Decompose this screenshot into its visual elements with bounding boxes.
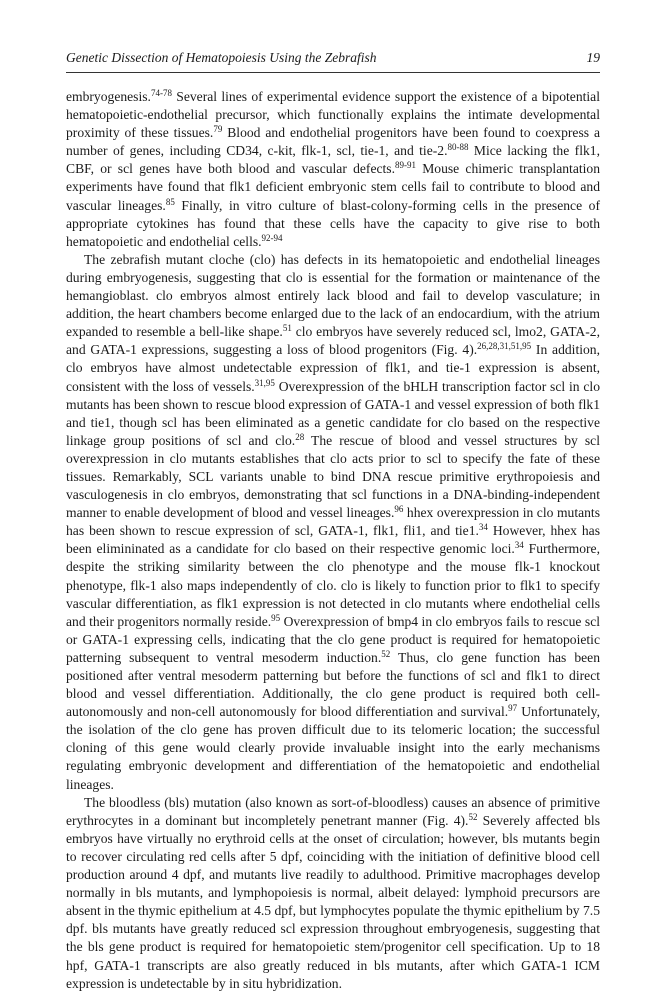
text-run: Several lines of experimental evidence support the existence of a bipotential hematopoietic-endothelial precursor, which functionally explains the intimate developmental proximity of these tissues. xyxy=(66,89,600,141)
text-run: The zebrafish mutant cloche (clo) has defects in its hematopoietic and endothelial lineages during embryogenesis, suggesting that clo is essential for the formation or maintenance of the hemangioblast. clo embryos almost entirely lack blood and fail to develop vasculature; in addition, the heart chambers become enlarged due to the lack of an endocardium, with the atrium expanded to resemble a bell-like shape. xyxy=(66,251,600,340)
citation-superscript: 79 xyxy=(213,124,223,135)
text-run: The rescue of blood and vessel structures by scl overexpression in clo mutants establishes that clo acts prior to scl to specify the fate of these tissues. Remarkably, SCL variants unable to bind DNA rescue primitive erythropoiesis and vasculogenesis in clo embryos, demonstrating that scl functions in a DNA-binding-independent manner to enable development of blood and vessel lineages. xyxy=(66,432,600,521)
citation-superscript: 34 xyxy=(514,540,524,551)
text-run: Finally, in vitro culture of blast-colony-forming cells in the presence of appropriate cytokines has found that these cells have the capacity to give rise to both hematopoietic and endothelial cells. xyxy=(66,197,600,249)
citation-superscript: 34 xyxy=(478,522,488,533)
citation-superscript: 96 xyxy=(394,504,404,515)
citation-superscript: 74-78 xyxy=(150,88,172,98)
citation-superscript: 97 xyxy=(508,703,518,714)
citation-superscript: 51 xyxy=(282,323,292,334)
citation-superscript: 26,28,31,51,95 xyxy=(477,341,532,352)
text-run: Blood and endothelial progenitors have been found to coexpress a number of genes, including CD34, c-kit, flk-1, scl, tie-1, and tie-2. xyxy=(66,125,600,159)
text-run: However, hhex has been elimininated as a candidate for clo based on their respective genomic loci. xyxy=(66,523,601,557)
citation-superscript: 52 xyxy=(468,811,478,822)
citation-superscript: 92-94 xyxy=(261,232,283,243)
running-head-title: Genetic Dissection of Hematopoiesis Using the Zebrafish xyxy=(66,50,377,65)
paragraph xyxy=(66,88,600,251)
text-run: embryogenesis. xyxy=(66,89,151,104)
citation-superscript: 52 xyxy=(381,648,391,659)
text-run: Overexpression of the bHLH transcription factor scl in clo mutants has been shown to rescue blood expression of GATA-1 and vessel expression of both flk1 and tie1, though scl has been eliminated as a genetic candidate for clo based on the respective linkage group positions of scl and clo. xyxy=(66,378,600,448)
page-number: 19 xyxy=(586,50,600,65)
citation-superscript: 28 xyxy=(295,431,305,442)
citation-superscript: 95 xyxy=(271,612,281,623)
body-text xyxy=(66,88,600,993)
text-run: Overexpression of bmp4 in clo embryos fails to rescue scl or GATA-1 expressing cells, indicating that the clo gene product is required for hematopoietic patterning subsequent to ventral mesoderm induction. xyxy=(66,613,601,665)
running-head xyxy=(66,50,600,73)
text-run: Thus, clo gene function has been positioned after ventral mesoderm patterning but before the functions of scl and flk1 to direct blood and vessel differentiation. Additionally, the clo gene product is required both cell-autonomously and non-cell autonomously for blood differentiation and survival. xyxy=(66,649,600,720)
paragraph xyxy=(66,251,600,794)
citation-superscript: 31,95 xyxy=(254,377,275,388)
text-run: Mouse chimeric transplantation experiments have found that flk1 deficient embryonic stem cells fail to contribute to blood and vascular lineages. xyxy=(66,161,600,213)
text-run: clo embryos have severely reduced scl, lmo2, GATA-2, and GATA-1 expressions, suggesting a loss of blood progenitors (Fig. 4). xyxy=(66,324,600,358)
citation-superscript: 85 xyxy=(165,196,175,207)
paragraph xyxy=(66,794,600,993)
text-run: In addition, clo embryos have almost undetectable expression of flk1, and tie-1 expression is absent, consistent with the loss of vessels. xyxy=(66,342,600,394)
text-run: The bloodless (bls) mutation (also known as sort-of-bloodless) causes an absence of primitive erythrocytes in a dominant but incompletely penetrant manner (Fig. 4). xyxy=(66,794,600,828)
text-run: Furthermore, despite the striking similarity between the clo phenotype and the mouse flk-1 knockout phenotype, flk-1 also maps independently of clo. clo is likely to function prior to flk1 to specify vascular differentiation, as flk1 expression is not detected in clo mutants where endothelial cells and their progenitors normally reside. xyxy=(66,541,600,629)
text-run: Unfortunately, the isolation of the clo gene has proven difficult due to its telomeric location; the successful cloning of this gene would clearly provide invaluable insight into the early mechanisms regulating embryonic development and differentiation of the hematopoietic and endothelial lineages. xyxy=(66,704,600,792)
text-run: Mice lacking the flk1, CBF, or scl genes have both blood and vascular defects. xyxy=(66,143,600,177)
text-run: Severely affected bls embryos have virtually no erythroid cells at the onset of circulation; however, bls mutants begin to recover circulating red cells after 5 dpf, coinciding with the initiation of definitive blood cell production around 4 dpf, and mutants live readily to adulthood. Primitive macrophages develop normally in bls mutants, and lymphopoiesis is normal, albeit delayed: lymphoid precursors are absent in the thymic epithelium at 4.5 dpf, but lymphocytes populate the thymic epithelium by 7.5 dpf. bls mutants have greatly reduced scl expression throughout embryogenesis, suggesting that the bls gene product is required for hematopoietic stem/progenitor cell specification. Up to 18 hpf, GATA-1 transcripts are also greatly reduced in bls mutants, after which GATA-1 ICM expression is undetectable by in situ hybridization. xyxy=(66,812,600,991)
citation-superscript: 89-91 xyxy=(394,160,416,171)
citation-superscript: 80-88 xyxy=(447,142,469,153)
text-run: hhex overexpression in clo mutants has been shown to rescue expression of scl, GATA-1, flk1, fli1, and tie1. xyxy=(66,505,600,539)
